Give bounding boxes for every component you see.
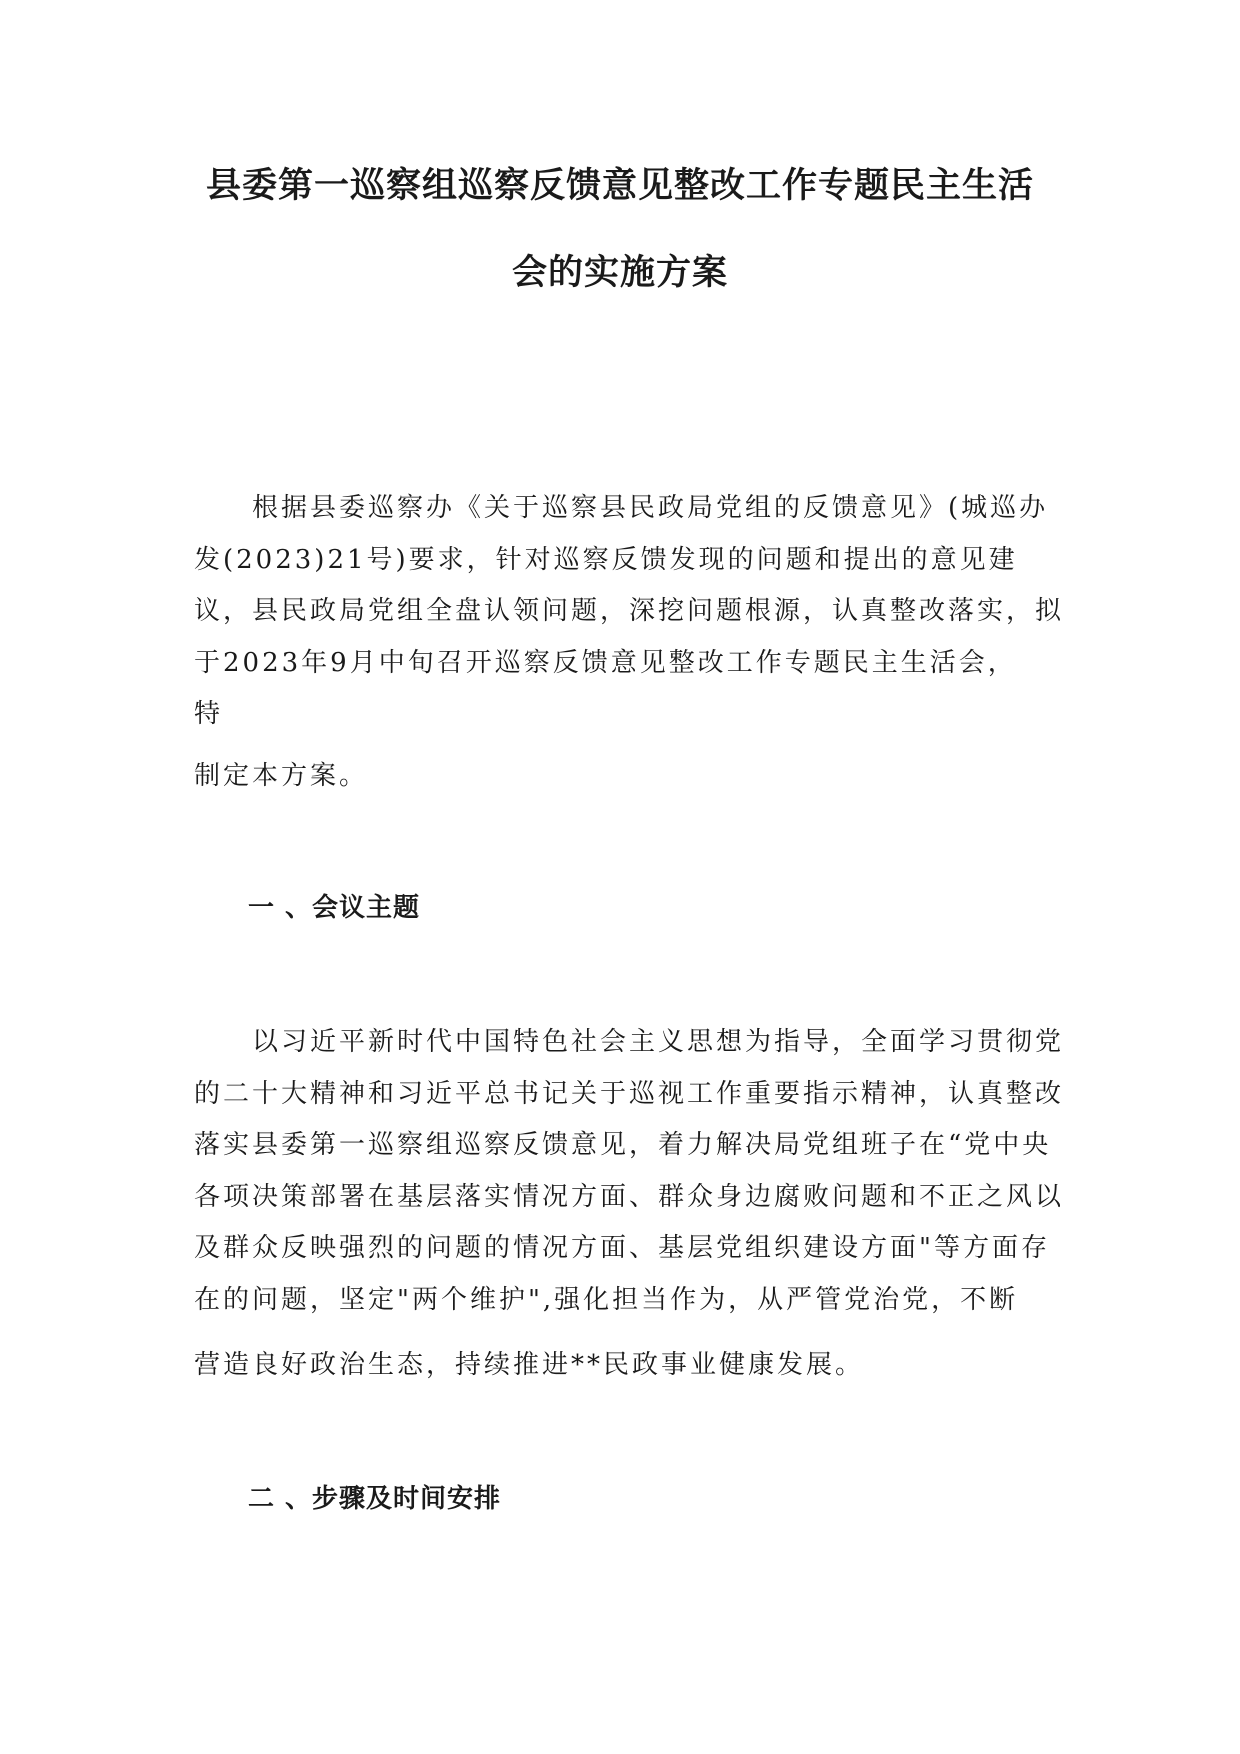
section1-line: 各项决策部署在基层落实情况方面、群众身边腐败问题和不正之风以 <box>194 1182 1065 1212</box>
section1-line: 落实县委第一巡察组巡察反馈意见，着力解决局党组班子在“党中央 <box>194 1130 1052 1160</box>
section1-line: 及群众反映强烈的问题的情况方面、基层党组织建设方面"等方面存 <box>194 1233 1050 1263</box>
intro-line: 特 <box>194 699 224 729</box>
document-title-line-1: 县委第一巡察组巡察反馈意见整改工作专题民主生活 <box>205 166 1034 206</box>
intro-line: 议，县民政局党组全盘认领问题，深挖问题根源，认真整改落实，拟 <box>194 596 1065 626</box>
section1-line: 营造良好政治生态，持续推进**民政事业健康发展。 <box>194 1350 865 1380</box>
intro-line: 制定本方案。 <box>194 761 369 791</box>
intro-line: 根据县委巡察办《关于巡察县民政局党组的反馈意见》(城巡办 <box>194 493 1049 523</box>
section-heading-1: 一 、会议主题 <box>248 893 421 923</box>
intro-line: 于2023年9月中旬召开巡察反馈意见整改工作专题民主生活会， <box>194 648 1017 678</box>
section1-line: 以习近平新时代中国特色社会主义思想为指导，全面学习贯彻党 <box>194 1027 1065 1057</box>
intro-line: 发(2023)21号)要求，针对巡察反馈发现的问题和提出的意见建 <box>194 545 1018 575</box>
section-heading-2: 二 、步骤及时间安排 <box>248 1484 502 1514</box>
document-title-line-2: 会的实施方案 <box>511 253 728 293</box>
section1-line: 的二十大精神和习近平总书记关于巡视工作重要指示精神，认真整改 <box>194 1079 1065 1109</box>
section1-line: 在的问题，坚定"两个维护",强化担当作为，从严管党治党，不断 <box>194 1285 1019 1315</box>
